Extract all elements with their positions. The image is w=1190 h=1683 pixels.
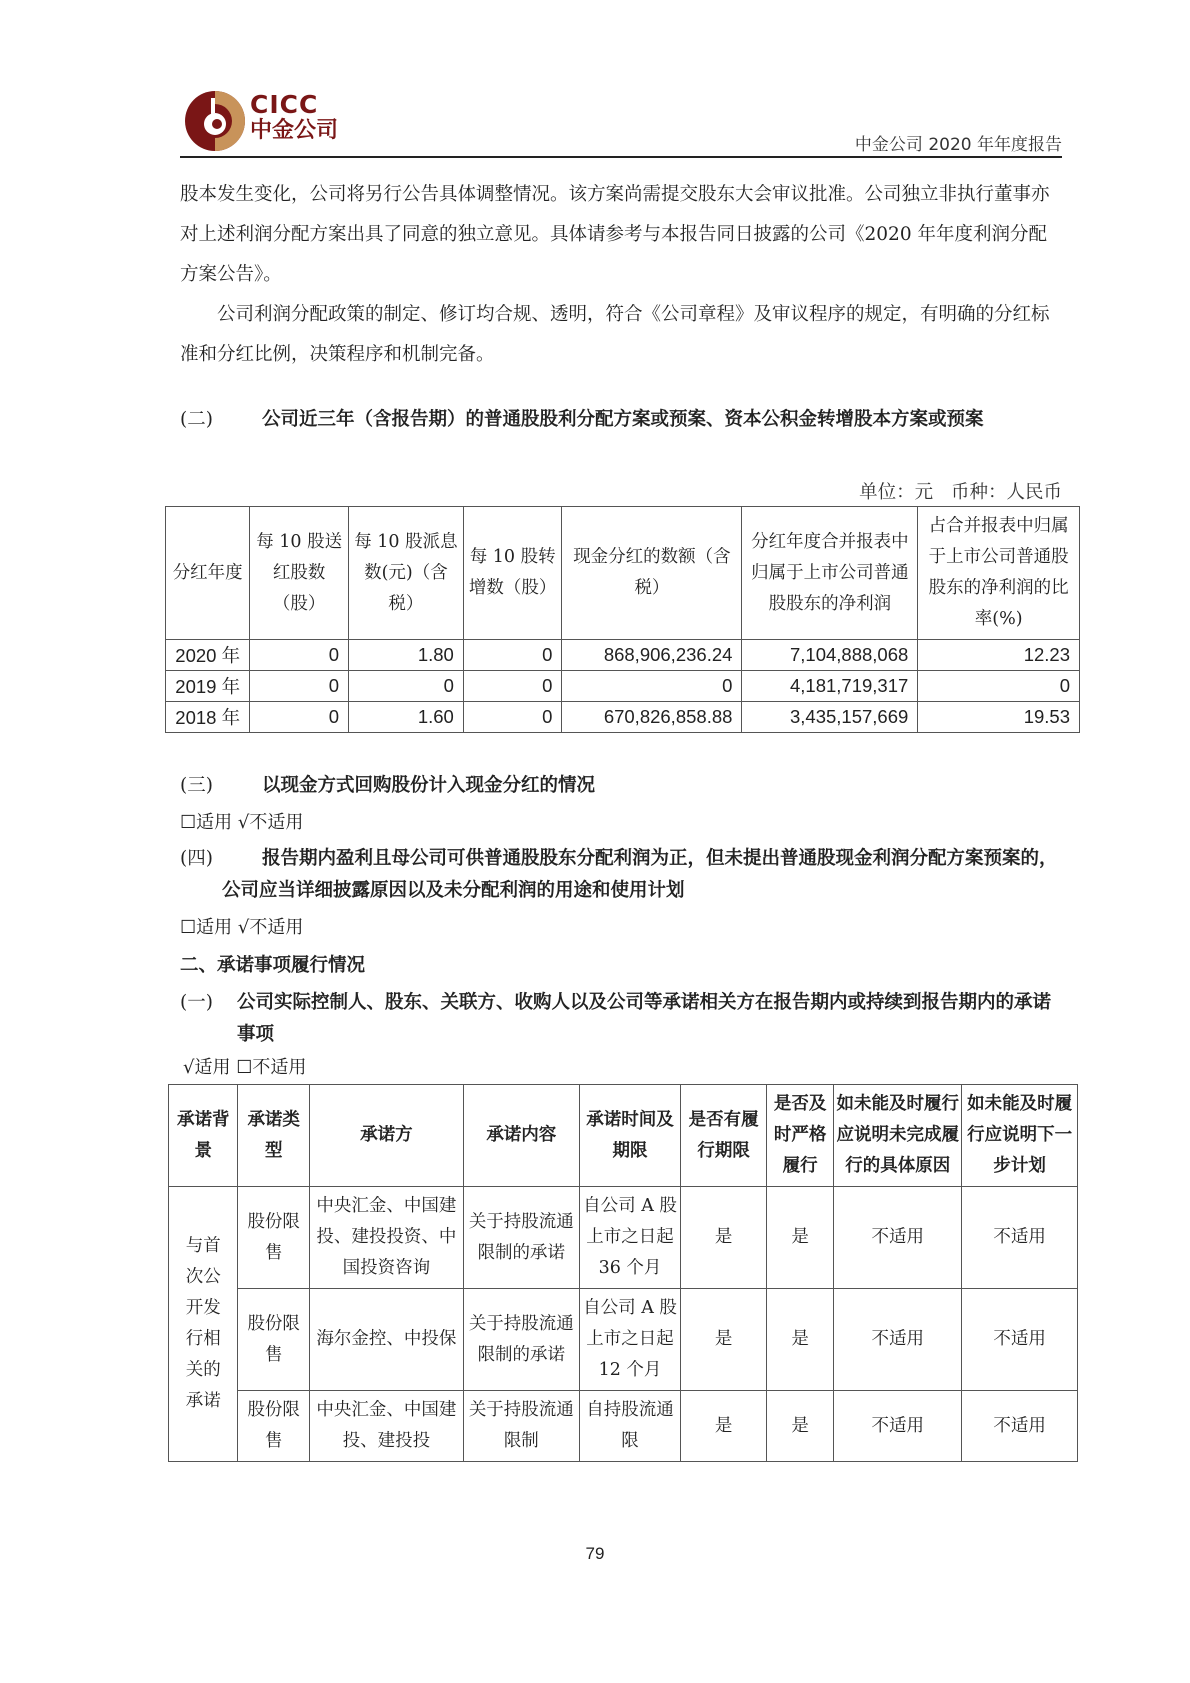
cell-background: 与首次公开发行相关的承诺 (169, 1187, 238, 1462)
page-number: 79 (585, 1544, 605, 1563)
cell: 0 (250, 640, 349, 671)
cell: 不适用 (834, 1391, 962, 1462)
logo-text-cn: 中金公司 (250, 118, 339, 143)
section-2-number: (二) (180, 409, 213, 430)
section-3-number: (三) (180, 775, 213, 796)
table-row (166, 702, 1080, 733)
column-header: 每 10 股送红股数（股） (250, 507, 349, 640)
intro-paragraph-2: 公司利润分配政策的制定、修订均合规、透明，符合《公司章程》及审议程序的规定，有明确的分红标准和分红比例，决策程序和机制完备。 (180, 304, 1050, 365)
cell: 自公司 A 股上市之日起 36 个月 (579, 1187, 681, 1289)
cell: 是 (681, 1391, 767, 1462)
intro-text (180, 175, 1062, 375)
cell: 19.53 (918, 702, 1080, 733)
table-header-row (169, 1085, 1078, 1187)
cell: 关于持股流通限制的承诺 (463, 1289, 579, 1391)
column-header: 现金分红的数额（含税） (562, 507, 742, 640)
report-title: 中金公司 2020 年年度报告 (854, 135, 1062, 155)
part-2-title: 二、承诺事项履行情况 (180, 955, 366, 976)
part-2-sub-title: 公司实际控制人、股东、关联方、收购人以及公司等承诺相关方在报告期内或持续到报告期内的承诺事项 (237, 992, 1052, 1045)
cell: 股份限售 (238, 1187, 309, 1289)
cell: 是 (681, 1187, 767, 1289)
cell: 不适用 (962, 1289, 1078, 1391)
cell: 不适用 (962, 1391, 1078, 1462)
unit-label: 单位：元 币种：人民币 (859, 482, 1062, 503)
cell: 海尔金控、中投保 (309, 1289, 463, 1391)
cell: 3,435,157,669 (742, 702, 918, 733)
intro-paragraph-1: 股本发生变化，公司将另行公告具体调整情况。该方案尚需提交股东大会审议批准。公司独立非执行董事亦对上述利润分配方案出具了同意的独立意见。具体请参考与本报告同日披露的公司《2020 年年度利润分配方案公告》。 (180, 184, 1050, 285)
commitments-table (168, 1084, 1078, 1462)
cell: 0 (250, 671, 349, 702)
column-header: 分红年度合并报表中归属于上市公司普通股股东的净利润 (742, 507, 918, 640)
cell: 868,906,236.24 (562, 640, 742, 671)
cell-year: 2019 年 (166, 671, 250, 702)
cell: 670,826,858.88 (562, 702, 742, 733)
cell: 4,181,719,317 (742, 671, 918, 702)
section-4-heading (180, 843, 1062, 907)
cell: 关于持股流通限制的承诺 (463, 1187, 579, 1289)
column-header: 占合并报表中归属于上市公司普通股股东的净利润的比率(%) (918, 507, 1080, 640)
section-4-applicability: ☐适用 √不适用 (180, 917, 304, 938)
section-2-title: 公司近三年（含报告期）的普通股股利分配方案或预案、资本公积金转增股本方案或预案 (262, 409, 984, 430)
column-header: 每 10 股转增数（股） (463, 507, 562, 640)
dividend-table (165, 506, 1080, 733)
cicc-logo-icon (184, 90, 246, 152)
section-2-heading (180, 404, 1062, 436)
section-4-title: 报告期内盈利且母公司可供普通股股东分配利润为正，但未提出普通股现金利润分配方案预案的，公司应当详细披露原因以及未分配利润的用途和使用计划 (222, 848, 1058, 901)
column-header: 是否及时严格履行 (766, 1085, 833, 1187)
section-3-title: 以现金方式回购股份计入现金分红的情况 (262, 775, 596, 796)
cell: 0 (348, 671, 463, 702)
cell: 1.60 (348, 702, 463, 733)
table-row (166, 640, 1080, 671)
table-row (169, 1289, 1078, 1391)
column-header: 如未能及时履行应说明下一步计划 (962, 1085, 1078, 1187)
cell: 股份限售 (238, 1289, 309, 1391)
cell: 不适用 (834, 1187, 962, 1289)
section-3-heading (180, 770, 1062, 802)
section-3-applicability: ☐适用 √不适用 (180, 812, 304, 833)
column-header: 承诺类型 (238, 1085, 309, 1187)
cell: 关于持股流通限制 (463, 1391, 579, 1462)
column-header: 承诺方 (309, 1085, 463, 1187)
cell-year: 2020 年 (166, 640, 250, 671)
table-header-row (166, 507, 1080, 640)
table-row (169, 1187, 1078, 1289)
cell: 0 (562, 671, 742, 702)
column-header: 分红年度 (166, 507, 250, 640)
part-2-subheading (180, 987, 1062, 1051)
cell: 0 (250, 702, 349, 733)
logo-text-en: CICC (250, 90, 319, 119)
table-row (166, 671, 1080, 702)
column-header: 承诺时间及期限 (579, 1085, 681, 1187)
column-header: 承诺内容 (463, 1085, 579, 1187)
cell: 自持股流通限 (579, 1391, 681, 1462)
column-header: 承诺背景 (169, 1085, 238, 1187)
cell: 是 (766, 1187, 833, 1289)
cell: 不适用 (962, 1187, 1078, 1289)
cell: 股份限售 (238, 1391, 309, 1462)
section-4-number: (四) (180, 848, 213, 869)
part-2-sub-number: (一) (180, 992, 213, 1013)
cell: 7,104,888,068 (742, 640, 918, 671)
cell: 是 (766, 1391, 833, 1462)
cell: 中央汇金、中国建投、建投投 (309, 1391, 463, 1462)
cell: 中央汇金、中国建投、建投投资、中国投资咨询 (309, 1187, 463, 1289)
cell: 1.80 (348, 640, 463, 671)
cell: 0 (463, 702, 562, 733)
cell: 是 (681, 1289, 767, 1391)
part-2-applicability: √适用 ☐不适用 (183, 1057, 307, 1078)
cell: 是 (766, 1289, 833, 1391)
cell: 不适用 (834, 1289, 962, 1391)
cell-year: 2018 年 (166, 702, 250, 733)
cell: 0 (463, 640, 562, 671)
column-header: 每 10 股派息数(元)（含税） (348, 507, 463, 640)
cell: 自公司 A 股上市之日起 12 个月 (579, 1289, 681, 1391)
cell: 12.23 (918, 640, 1080, 671)
column-header: 如未能及时履行应说明未完成履行的具体原因 (834, 1085, 962, 1187)
header-divider (180, 156, 1062, 158)
column-header: 是否有履行期限 (681, 1085, 767, 1187)
cell: 0 (918, 671, 1080, 702)
cell: 0 (463, 671, 562, 702)
table-row (169, 1391, 1078, 1462)
